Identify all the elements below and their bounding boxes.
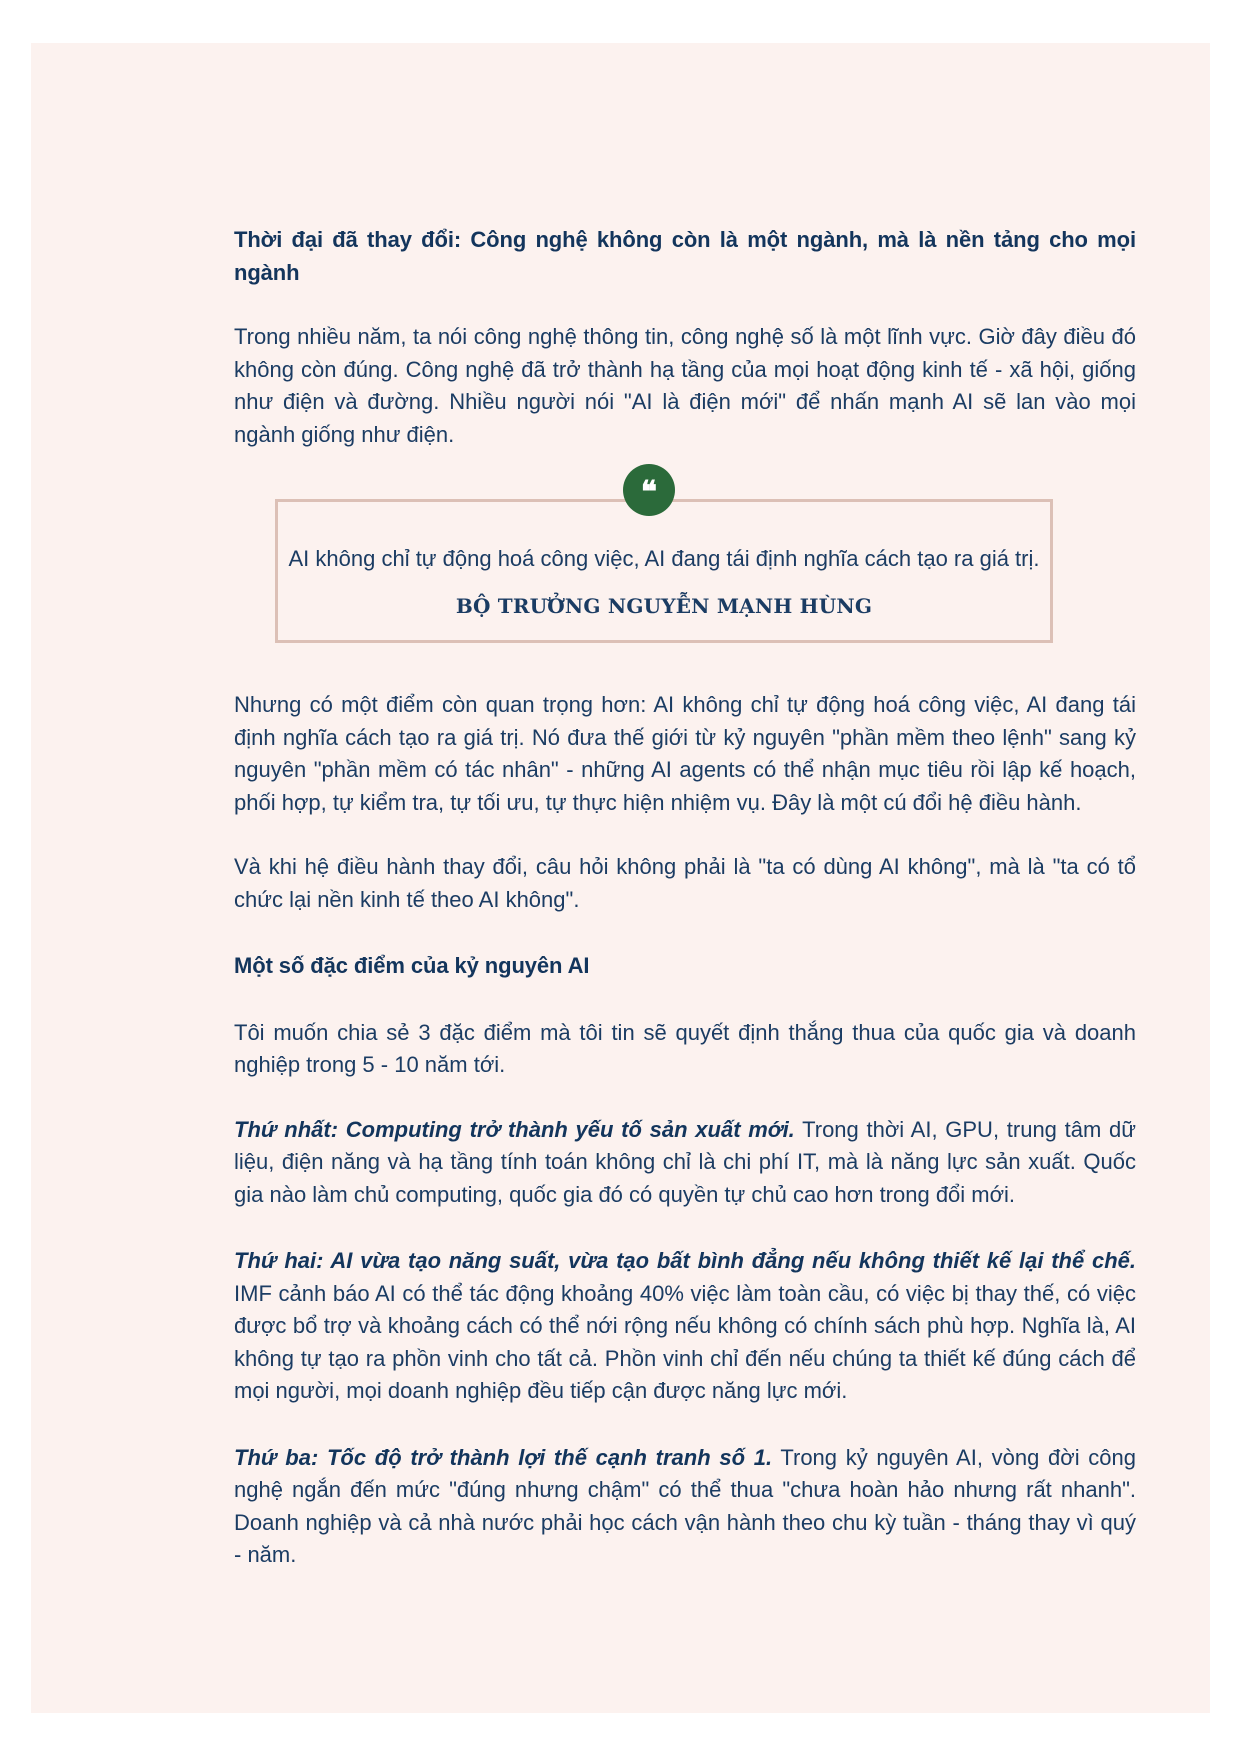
pull-quote xyxy=(275,475,1053,643)
point-third xyxy=(234,1442,1136,1572)
subsection-title: Một số đặc điểm của kỷ nguyên AI xyxy=(234,953,590,978)
paragraph-three-traits: Tôi muốn chia sẻ 3 đặc điểm mà tôi tin sẽ quyết định thắng thua của quốc gia và doanh nghiệp trong 5 - 10 năm tới. xyxy=(234,1019,1136,1077)
point-second-lead: Thứ hai: AI vừa tạo năng suất, vừa tạo bất bình đẳng nếu không thiết kế lại thể chế. xyxy=(234,1248,1136,1273)
section-title: Thời đại đã thay đổi: Công nghệ không còn là một ngành, mà là nền tảng cho mọi ngành xyxy=(234,227,1136,285)
point-second xyxy=(234,1245,1136,1408)
point-first-body: Trong thời AI, GPU, trung tâm dữ liệu, điện năng và hạ tầng tính toán không chỉ là chi phí IT, mà là năng lực sản xuất. Quốc gia nào làm chủ computing, quốc gia đó có quyền tự chủ cao hơn trong đổi mới. xyxy=(234,1116,1136,1207)
quote-text: AI không chỉ tự động hoá công việc, AI đang tái định nghĩa cách tạo ra giá trị. xyxy=(288,546,1040,571)
quote-author: BỘ TRƯỞNG NGUYỄN MẠNH HÙNG xyxy=(455,594,873,618)
point-third-body: Trong kỷ nguyên AI, vòng đời công nghệ ngắn đến mức "đúng nhưng chậm" có thể thua "chưa hoàn hảo nhưng rất nhanh". Doanh nghiệp và cả nhà nước phải học cách vận hành theo chu kỳ tuần - tháng thay vì quý - năm. xyxy=(234,1444,1136,1567)
article-body xyxy=(234,224,1136,1572)
point-first xyxy=(234,1114,1136,1212)
point-third-lead: Thứ ba: Tốc độ trở thành lợi thế cạnh tranh số 1. xyxy=(234,1444,773,1470)
paragraph-agents: Nhưng có một điểm còn quan trọng hơn: AI không chỉ tự động hoá công việc, AI đang tái định nghĩa cách tạo ra giá trị. Nó đưa thế giới từ kỷ nguyên "phần mềm theo lệnh" sang kỷ nguyên "phần mềm có tác nhân" - những AI agents có thể nhận mục tiêu rồi lập kế hoạch, phối hợp, tự kiểm tra, tự tối ưu, tự thực hiện nhiệm vụ. Đây là một cú đổi hệ điều hành. xyxy=(234,692,1136,815)
point-first-lead: Thứ nhất: Computing trở thành yếu tố sản xuất mới. xyxy=(234,1116,795,1142)
quote-icon: ❝ xyxy=(623,464,675,516)
document-page xyxy=(31,43,1210,1713)
intro-paragraph: Trong nhiều năm, ta nói công nghệ thông tin, công nghệ số là một lĩnh vực. Giờ đây điều đó không còn đúng. Công nghệ đã trở thành hạ tầng của mọi hoạt động kinh tế - xã hội, giống như điện và đường. Nhiều người nói "AI là điện mới" để nhấn mạnh AI sẽ lan vào mọi ngành giống như điện. xyxy=(234,324,1136,447)
paragraph-operating-system: Và khi hệ điều hành thay đổi, câu hỏi không phải là "ta có dùng AI không", mà là "ta có tổ chức lại nền kinh tế theo AI không". xyxy=(234,854,1136,912)
point-second-body: IMF cảnh báo AI có thể tác động khoảng 40% việc làm toàn cầu, có việc bị thay thế, có việc được bổ trợ và khoảng cách có thể nới rộng nếu không có chính sách phù hợp. Nghĩa là, AI không tự tạo ra phồn vinh cho tất cả. Phồn vinh chỉ đến nếu chúng ta thiết kế đúng cách để mọi người, mọi doanh nghiệp đều tiếp cận được năng lực mới. xyxy=(234,1280,1136,1403)
